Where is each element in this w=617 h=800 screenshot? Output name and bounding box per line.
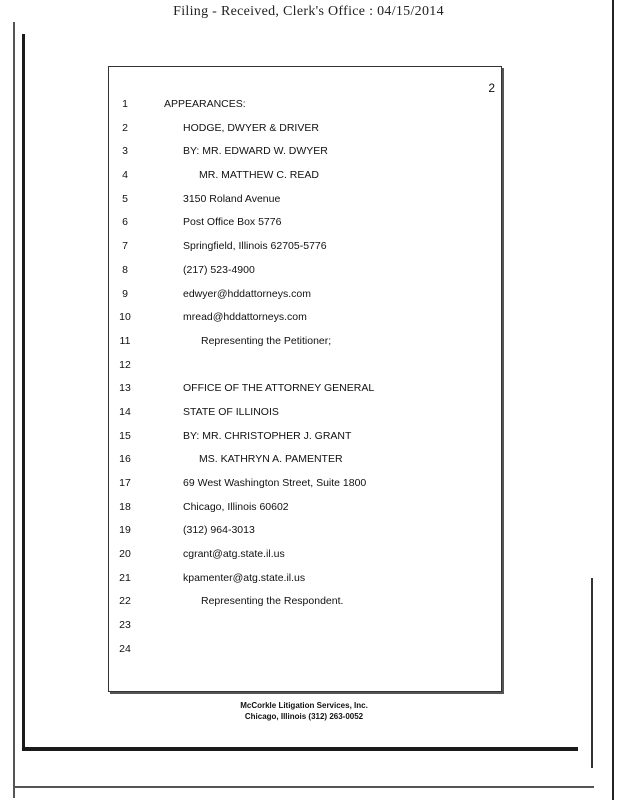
line-text: BY: MR. CHRISTOPHER J. GRANT: [183, 429, 352, 442]
line-text: (312) 964-3013: [183, 524, 255, 537]
filing-stamp: Filing - Received, Clerk's Office : 04/15/2014: [173, 4, 444, 19]
transcript-line: [109, 615, 501, 639]
transcript-line: [109, 449, 501, 473]
transcript-line: [109, 568, 501, 592]
line-number: 8: [122, 263, 128, 276]
line-number: 23: [119, 619, 131, 632]
line-number: 21: [119, 571, 131, 584]
scan-border-right: [612, 0, 614, 800]
transcript-line: [109, 378, 501, 402]
line-number: 15: [119, 429, 131, 442]
line-number: 3: [122, 145, 128, 158]
scan-border-bottom-outer: [14, 786, 594, 788]
transcript-line: [109, 639, 501, 663]
line-number: 4: [122, 169, 128, 182]
transcript-line: [109, 212, 501, 236]
footer-contact: Chicago, Illinois (312) 263-0052: [244, 712, 364, 721]
line-number: 2: [122, 121, 128, 134]
line-text: MS. KATHRYN A. PAMENTER: [199, 453, 343, 466]
scan-border-right-inner: [591, 578, 593, 768]
line-text: Representing the Respondent.: [201, 595, 344, 608]
line-text: STATE OF ILLINOIS: [183, 405, 279, 418]
transcript-line: [109, 426, 501, 450]
transcript-line: [109, 473, 501, 497]
line-number: 19: [119, 524, 131, 537]
line-text: Representing the Petitioner;: [201, 334, 332, 347]
transcript-line: [109, 236, 501, 260]
line-text: 3150 Roland Avenue: [183, 192, 281, 205]
line-text: (217) 523-4900: [183, 263, 255, 276]
line-number: 12: [119, 358, 131, 371]
line-text: edwyer@hddattorneys.com: [183, 287, 311, 300]
line-text: mread@hddattorneys.com: [183, 311, 307, 324]
line-number: 16: [119, 453, 131, 466]
line-number: 13: [119, 382, 131, 395]
transcript-line: [109, 284, 501, 308]
transcript-line: [109, 260, 501, 284]
line-number: 9: [122, 287, 128, 300]
line-text: MR. MATTHEW C. READ: [199, 169, 319, 182]
line-text: 69 West Washington Street, Suite 1800: [183, 477, 367, 489]
transcript-line: [109, 141, 501, 165]
transcript-line: [109, 307, 501, 331]
line-number: 11: [119, 334, 131, 347]
transcript-lines: [109, 94, 501, 663]
transcript-line: [109, 189, 501, 213]
line-number: 17: [119, 477, 131, 489]
transcript-line: [109, 94, 501, 118]
line-text: Chicago, Illinois 60602: [183, 500, 289, 513]
transcript-page: [108, 66, 502, 692]
transcript-line: [109, 118, 501, 142]
line-text: cgrant@atg.state.il.us: [183, 548, 285, 561]
transcript-line: [109, 591, 501, 615]
footer-company: McCorkle Litigation Services, Inc.: [240, 701, 368, 710]
line-number: 10: [119, 311, 131, 324]
transcript-line: [109, 165, 501, 189]
line-text: Post Office Box 5776: [183, 216, 282, 229]
transcript-line: [109, 331, 501, 355]
line-number: 14: [119, 405, 131, 418]
line-number: 1: [122, 98, 128, 110]
transcript-line: [109, 520, 501, 544]
line-text: BY: MR. EDWARD W. DWYER: [183, 145, 328, 158]
line-text: OFFICE OF THE ATTORNEY GENERAL: [183, 382, 375, 395]
page-number: 2: [488, 81, 495, 95]
line-number: 18: [119, 500, 131, 513]
line-number: 20: [119, 548, 131, 561]
scan-border-left: [22, 34, 25, 750]
line-text: kpamenter@atg.state.il.us: [183, 571, 306, 584]
line-text: Springfield, Illinois 62705-5776: [183, 240, 327, 253]
line-text: HODGE, DWYER & DRIVER: [183, 121, 319, 134]
line-number: 22: [119, 595, 131, 608]
reporter-footer: [108, 700, 500, 722]
transcript-line: [109, 544, 501, 568]
line-text: APPEARANCES:: [164, 98, 246, 110]
transcript-line: [109, 497, 501, 521]
scan-border-left-outer: [13, 22, 15, 798]
line-number: 6: [122, 216, 128, 229]
scan-border-bottom: [22, 747, 578, 751]
line-number: 5: [122, 192, 128, 205]
transcript-line: [109, 402, 501, 426]
line-number: 7: [122, 240, 128, 253]
line-number: 24: [119, 642, 131, 655]
transcript-line: [109, 355, 501, 379]
